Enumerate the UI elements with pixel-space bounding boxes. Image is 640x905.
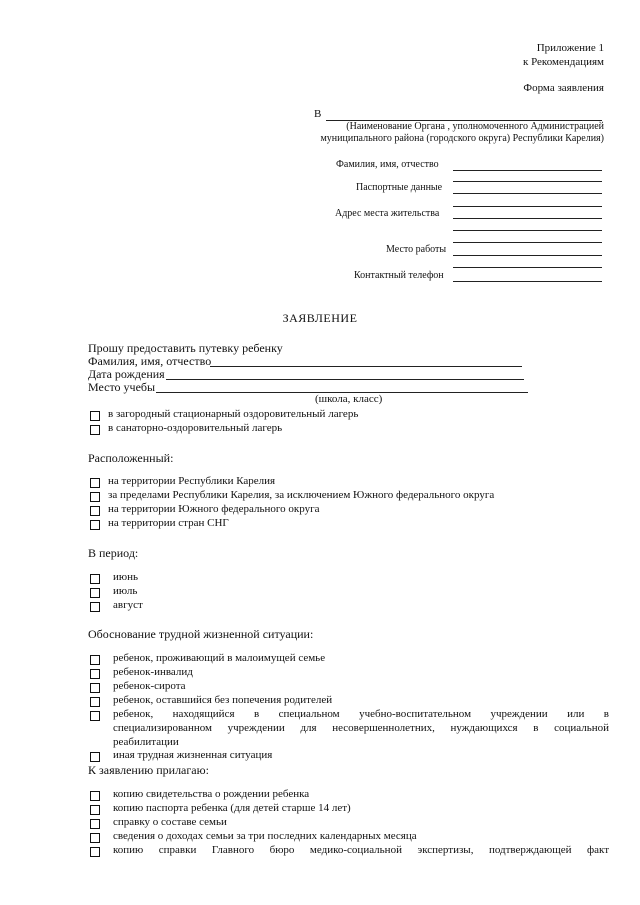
attachment-family-checkbox[interactable] [90, 819, 100, 829]
location-cis-checkbox[interactable] [90, 520, 100, 530]
address-line-1[interactable] [453, 206, 602, 207]
appendix-label: Приложение 1 [536, 42, 604, 54]
location-cis-label: на территории стран СНГ [108, 517, 229, 529]
phone-label: Контактный телефон [354, 270, 444, 281]
situation-lowincome-checkbox[interactable] [90, 655, 100, 665]
situation-nocare-label: ребенок, оставшийся без попечения родителей [113, 694, 333, 706]
period-july-label: июль [113, 585, 138, 597]
attachments-heading: К заявлению прилагаю: [88, 763, 209, 777]
camp-type-country-checkbox[interactable] [90, 411, 100, 421]
situation-special-line-3: реабилитации [113, 736, 179, 748]
child-school-label: Место учебы [88, 380, 156, 394]
period-august-label: август [113, 599, 143, 611]
situation-special-institution-checkbox[interactable] [90, 711, 100, 721]
period-june-label: июнь [113, 571, 139, 583]
addressee-fio-line[interactable] [453, 170, 602, 171]
attachment-birth-certificate-checkbox[interactable] [90, 791, 100, 801]
work-line[interactable] [453, 255, 602, 256]
attachment-passport-label: копию паспорта ребенка (для детей старше 14 лет) [113, 802, 351, 814]
situation-orphan-checkbox[interactable] [90, 683, 100, 693]
situation-special-line-1: ребенок, находящийся в специальном учебно-воспитательном учреждении или в [113, 708, 609, 720]
situation-other-checkbox[interactable] [90, 752, 100, 762]
situation-orphan-label: ребенок-сирота [113, 680, 186, 692]
attachment-medical-label: копию справки Главного бюро медико-социальной экспертизы, подтверждающей факт [113, 844, 609, 856]
addressee-fio-line-2[interactable] [453, 181, 602, 182]
location-heading: Расположенный: [88, 451, 174, 465]
situation-disabled-checkbox[interactable] [90, 669, 100, 679]
child-dob-line[interactable] [166, 379, 524, 380]
work-line-2[interactable] [453, 267, 602, 268]
situation-special-line-2: специализированном учреждении для несовершеннолетних, нуждающихся в социальной [113, 722, 609, 734]
attachment-birth-certificate-label: копию свидетельства о рождении ребенка [113, 788, 310, 800]
school-hint: (школа, класс) [315, 393, 383, 405]
work-label: Место работы [386, 244, 447, 255]
attachment-passport-checkbox[interactable] [90, 805, 100, 815]
location-south-label: на территории Южного федерального округа [108, 503, 320, 515]
attachment-income-label: сведения о доходах семьи за три последних календарных месяца [113, 830, 417, 842]
attachment-income-checkbox[interactable] [90, 833, 100, 843]
period-july-checkbox[interactable] [90, 588, 100, 598]
address-line-4[interactable] [453, 242, 602, 243]
attachment-medical-checkbox[interactable] [90, 847, 100, 857]
child-dob-label: Дата рождения [88, 367, 165, 381]
addressee-prefix: В [314, 108, 322, 120]
period-june-checkbox[interactable] [90, 574, 100, 584]
location-south-checkbox[interactable] [90, 506, 100, 516]
request-intro: Прошу предоставить путевку ребенку [88, 341, 283, 355]
location-outside-checkbox[interactable] [90, 492, 100, 502]
addressee-org-note-1: (Наименование Органа , уполномоченного Администрацией [346, 121, 604, 132]
document-title: ЗАЯВЛЕНИЕ [282, 311, 358, 325]
form-title: Форма заявления [523, 82, 604, 94]
passport-label: Паспортные данные [356, 182, 443, 193]
camp-type-sanatorium-checkbox[interactable] [90, 425, 100, 435]
phone-line[interactable] [453, 281, 602, 282]
situation-heading: Обоснование трудной жизненной ситуации: [88, 627, 314, 641]
recommendations-label: к Рекомендациям [522, 56, 604, 68]
situation-disabled-label: ребенок-инвалид [113, 666, 193, 678]
period-august-checkbox[interactable] [90, 602, 100, 612]
child-fio-line[interactable] [210, 366, 522, 367]
situation-lowincome-label: ребенок, проживающий в малоимущей семье [113, 652, 326, 664]
passport-line[interactable] [453, 193, 602, 194]
period-heading: В период: [88, 546, 139, 560]
address-line-2[interactable] [453, 218, 602, 219]
situation-nocare-checkbox[interactable] [90, 697, 100, 707]
location-karelia-label: на территории Республики Карелия [108, 475, 276, 487]
camp-type-country-label: в загородный стационарный оздоровительный лагерь [108, 408, 359, 420]
addressee-org-note-2: муниципального района (городского округа) Республики Карелия) [320, 133, 604, 144]
situation-other-label: иная трудная жизненная ситуация [113, 749, 273, 761]
location-karelia-checkbox[interactable] [90, 478, 100, 488]
addressee-fio-label: Фамилия, имя, отчество [336, 159, 439, 170]
child-fio-label: Фамилия, имя, отчество [88, 354, 212, 368]
address-line-3[interactable] [453, 230, 602, 231]
location-outside-label: за пределами Республики Карелия, за исключением Южного федерального округа [108, 489, 495, 501]
address-label: Адрес места жительства [335, 208, 440, 219]
camp-type-sanatorium-label: в санаторно-оздоровительный лагерь [108, 422, 283, 434]
attachment-family-label: справку о составе семьи [113, 816, 227, 828]
